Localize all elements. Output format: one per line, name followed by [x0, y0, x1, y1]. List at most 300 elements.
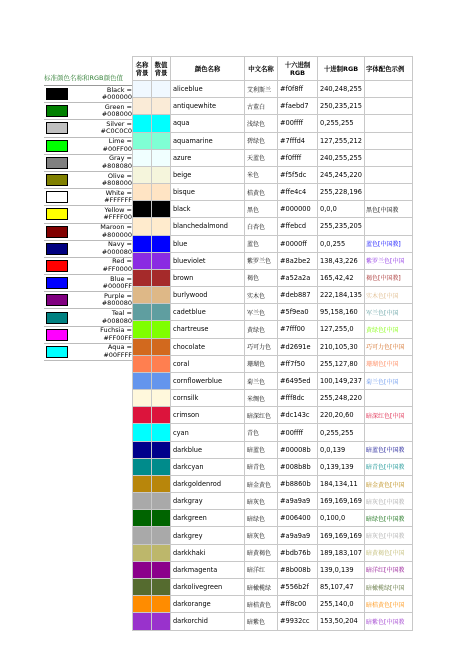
value-background-swatch [152, 269, 171, 286]
legend-color-swatch [46, 243, 68, 255]
hex-rgb-cell: #a9a9a9 [278, 527, 318, 544]
value-background-swatch [152, 458, 171, 475]
chinese-name-cell: 暗桔黄色 [245, 596, 278, 613]
table-body [133, 81, 413, 631]
name-background-swatch [133, 287, 152, 304]
font-sample-cell [365, 424, 413, 441]
legend-label [68, 293, 134, 308]
font-sample-cell: 褐色[中国教] [365, 269, 413, 286]
table-row [133, 613, 413, 630]
legend-label [68, 121, 134, 136]
chinese-name-cell: 实木色 [245, 287, 278, 304]
font-sample-cell: 暗绿色[中国教 [365, 510, 413, 527]
legend-color-name: Olive = [107, 171, 132, 180]
table-row [133, 149, 413, 166]
value-background-swatch [152, 166, 171, 183]
chinese-name-cell: 黄绿色 [245, 321, 278, 338]
color-name-cell: black [171, 201, 245, 218]
legend-color-swatch [46, 157, 68, 169]
table-row [133, 218, 413, 235]
legend-color-hex: #FFFFFF [104, 196, 132, 205]
legend-item [44, 344, 134, 361]
legend-color-swatch [46, 312, 68, 324]
decimal-rgb-cell: 0,0,139 [318, 441, 365, 458]
legend-item [44, 172, 134, 189]
table-row [133, 115, 413, 132]
name-background-swatch [133, 321, 152, 338]
legend-color-hex: #008000 [101, 110, 132, 119]
hex-rgb-cell: #ffebcd [278, 218, 318, 235]
legend-color-hex: #FFFF00 [103, 213, 132, 222]
name-background-swatch [133, 544, 152, 561]
table-row [133, 166, 413, 183]
color-name-cell: darkgray [171, 493, 245, 510]
value-background-swatch [152, 527, 171, 544]
color-name-cell: aliceblue [171, 81, 245, 98]
decimal-rgb-cell: 100,149,237 [318, 372, 365, 389]
name-background-swatch [133, 166, 152, 183]
table-row [133, 390, 413, 407]
value-background-swatch [152, 355, 171, 372]
hex-rgb-cell: #6495ed [278, 372, 318, 389]
value-background-swatch [152, 304, 171, 321]
value-background-swatch [152, 493, 171, 510]
value-background-swatch [152, 407, 171, 424]
header-name-bg: 名称背景 [133, 57, 152, 81]
color-name-cell: blue [171, 235, 245, 252]
name-background-swatch [133, 201, 152, 218]
chinese-name-cell: 紫罗兰色 [245, 252, 278, 269]
chinese-name-cell: 暗橄榄绿 [245, 578, 278, 595]
hex-rgb-cell: #fff8dc [278, 390, 318, 407]
legend-label [68, 190, 134, 205]
table-row [133, 441, 413, 458]
color-name-cell: darkgoldenrod [171, 475, 245, 492]
legend-label [68, 155, 134, 170]
legend-label [68, 104, 134, 119]
hex-rgb-cell: #f0f8ff [278, 81, 318, 98]
legend-label [68, 241, 134, 256]
name-background-swatch [133, 252, 152, 269]
font-sample-cell: 暗桔黄色[中国 [365, 596, 413, 613]
legend-color-hex: #000080 [101, 247, 132, 256]
font-sample-cell: 暗深红色[中国 [365, 407, 413, 424]
legend-color-name: White = [105, 188, 132, 197]
color-table-container [132, 56, 413, 631]
decimal-rgb-cell: 255,228,196 [318, 184, 365, 201]
chinese-name-cell: 青色 [245, 424, 278, 441]
name-background-swatch [133, 132, 152, 149]
color-name-cell: burlywood [171, 287, 245, 304]
color-name-cell: antiquewhite [171, 98, 245, 115]
decimal-rgb-cell: 127,255,0 [318, 321, 365, 338]
table-row [133, 184, 413, 201]
table-row [133, 201, 413, 218]
chinese-name-cell: 古董白 [245, 98, 278, 115]
legend-color-swatch [46, 208, 68, 220]
legend-label [68, 310, 134, 325]
header-color-name: 颜色名称 [171, 57, 245, 81]
legend-color-swatch [46, 88, 68, 100]
table-row [133, 252, 413, 269]
color-name-cell: darkblue [171, 441, 245, 458]
legend-color-hex: #FF0000 [102, 264, 132, 273]
decimal-rgb-cell: 255,127,80 [318, 355, 365, 372]
legend-color-hex: #800000 [101, 230, 132, 239]
legend-color-hex: #FF00FF [103, 333, 132, 342]
name-background-swatch [133, 355, 152, 372]
name-background-swatch [133, 424, 152, 441]
name-background-swatch [133, 493, 152, 510]
table-row [133, 355, 413, 372]
legend-color-swatch [46, 329, 68, 341]
color-name-cell: cornflowerblue [171, 372, 245, 389]
table-row [133, 596, 413, 613]
value-background-swatch [152, 510, 171, 527]
chinese-name-cell: 珊瑚色 [245, 355, 278, 372]
font-sample-cell: 暗橄榄绿[中国 [365, 578, 413, 595]
color-name-cell: darkolivegreen [171, 578, 245, 595]
font-sample-cell [365, 81, 413, 98]
table-row [133, 475, 413, 492]
decimal-rgb-cell: 0,100,0 [318, 510, 365, 527]
name-background-swatch [133, 269, 152, 286]
color-name-cell: beige [171, 166, 245, 183]
value-background-swatch [152, 287, 171, 304]
legend-color-name: Teal = [111, 309, 132, 318]
legend-item [44, 224, 134, 241]
value-background-swatch [152, 81, 171, 98]
color-name-cell: darkgreen [171, 510, 245, 527]
chinese-name-cell: 巧可力色 [245, 338, 278, 355]
decimal-rgb-cell: 127,255,212 [318, 132, 365, 149]
decimal-rgb-cell: 0,0,0 [318, 201, 365, 218]
hex-rgb-cell: #ff7f50 [278, 355, 318, 372]
name-background-swatch [133, 578, 152, 595]
name-background-swatch [133, 613, 152, 630]
font-sample-cell: 菊兰色[中国 [365, 372, 413, 389]
decimal-rgb-cell: 240,248,255 [318, 81, 365, 98]
color-legend-panel [44, 71, 134, 361]
chinese-name-cell: 军兰色 [245, 304, 278, 321]
legend-color-swatch [46, 140, 68, 152]
font-sample-cell: 暗黄褐色[中国 [365, 544, 413, 561]
hex-rgb-cell: #8a2be2 [278, 252, 318, 269]
legend-color-name: Navy = [107, 240, 132, 249]
font-sample-cell: 暗紫色[中国教 [365, 613, 413, 630]
legend-color-hex: #C0C0C0 [100, 127, 132, 136]
color-name-cell: darkkhaki [171, 544, 245, 561]
name-background-swatch [133, 304, 152, 321]
legend-label [68, 344, 134, 359]
chinese-name-cell: 暗金黄色 [245, 475, 278, 492]
hex-rgb-cell: #ff8c00 [278, 596, 318, 613]
name-background-swatch [133, 458, 152, 475]
name-background-swatch [133, 149, 152, 166]
legend-title: 标准颜色名称和RGB颜色值 [44, 74, 124, 82]
decimal-rgb-cell: 0,255,255 [318, 424, 365, 441]
legend-color-name: Fuchsia = [100, 326, 132, 335]
table-row [133, 304, 413, 321]
chinese-name-cell: 暗深红色 [245, 407, 278, 424]
legend-label [68, 173, 134, 188]
decimal-rgb-cell: 222,184,135 [318, 287, 365, 304]
value-background-swatch [152, 613, 171, 630]
hex-rgb-cell: #b8860b [278, 475, 318, 492]
value-background-swatch [152, 372, 171, 389]
font-sample-cell: 紫罗兰色[中国 [365, 252, 413, 269]
legend-label [68, 258, 134, 273]
legend-color-name: Black = [106, 85, 132, 94]
color-name-cell: blueviolet [171, 252, 245, 269]
color-name-cell: chocolate [171, 338, 245, 355]
hex-rgb-cell: #a52a2a [278, 269, 318, 286]
legend-item [44, 309, 134, 326]
legend-color-name: Yellow = [104, 205, 132, 214]
color-name-cell: cyan [171, 424, 245, 441]
legend-color-name: Maroon = [100, 223, 132, 232]
legend-list [44, 85, 134, 361]
color-name-cell: bisque [171, 184, 245, 201]
value-background-swatch [152, 321, 171, 338]
name-background-swatch [133, 596, 152, 613]
legend-color-name: Lime = [108, 137, 132, 146]
hex-rgb-cell: #f0ffff [278, 149, 318, 166]
legend-color-hex: #000000 [101, 93, 132, 102]
decimal-rgb-cell: 250,235,215 [318, 98, 365, 115]
chinese-name-cell: 暗青色 [245, 458, 278, 475]
legend-item [44, 275, 134, 292]
header-hex-rgb: 十六进制RGB [278, 57, 318, 81]
table-row [133, 287, 413, 304]
color-name-cell: crimson [171, 407, 245, 424]
legend-label [68, 276, 134, 291]
legend-color-swatch [46, 277, 68, 289]
value-background-swatch [152, 441, 171, 458]
value-background-swatch [152, 98, 171, 115]
chinese-name-cell: 暗紫色 [245, 613, 278, 630]
font-sample-cell: 暗灰色[中国教 [365, 527, 413, 544]
value-background-swatch [152, 561, 171, 578]
table-row [133, 407, 413, 424]
hex-rgb-cell: #deb887 [278, 287, 318, 304]
font-sample-cell: 珊瑚色[中国 [365, 355, 413, 372]
decimal-rgb-cell: 0,0,255 [318, 235, 365, 252]
table-row [133, 527, 413, 544]
chinese-name-cell: 艾利斯兰 [245, 81, 278, 98]
value-background-swatch [152, 218, 171, 235]
legend-color-name: Aqua = [107, 343, 132, 352]
decimal-rgb-cell: 138,43,226 [318, 252, 365, 269]
hex-rgb-cell: #556b2f [278, 578, 318, 595]
font-sample-cell: 蓝色[中国教] [365, 235, 413, 252]
name-background-swatch [133, 218, 152, 235]
hex-rgb-cell: #008b8b [278, 458, 318, 475]
hex-rgb-cell: #00008b [278, 441, 318, 458]
hex-rgb-cell: #00ffff [278, 424, 318, 441]
hex-rgb-cell: #000000 [278, 201, 318, 218]
legend-label [68, 224, 134, 239]
chinese-name-cell: 浅绿色 [245, 115, 278, 132]
chinese-name-cell: 暗黄褐色 [245, 544, 278, 561]
table-row [133, 458, 413, 475]
font-sample-cell [365, 218, 413, 235]
legend-color-hex: #808000 [101, 179, 132, 188]
legend-item [44, 241, 134, 258]
font-sample-cell: 实木色[中国 [365, 287, 413, 304]
table-row [133, 338, 413, 355]
header-value-bg: 数值背景 [152, 57, 171, 81]
name-background-swatch [133, 184, 152, 201]
hex-rgb-cell: #dc143c [278, 407, 318, 424]
decimal-rgb-cell: 169,169,169 [318, 493, 365, 510]
table-row [133, 424, 413, 441]
legend-color-swatch [46, 122, 68, 134]
name-background-swatch [133, 475, 152, 492]
name-background-swatch [133, 338, 152, 355]
legend-color-swatch [46, 105, 68, 117]
decimal-rgb-cell: 184,134,11 [318, 475, 365, 492]
decimal-rgb-cell: 169,169,169 [318, 527, 365, 544]
table-row [133, 510, 413, 527]
value-background-swatch [152, 390, 171, 407]
color-name-cell: darkorchid [171, 613, 245, 630]
table-row [133, 132, 413, 149]
name-background-swatch [133, 98, 152, 115]
value-background-swatch [152, 132, 171, 149]
color-name-cell: aqua [171, 115, 245, 132]
decimal-rgb-cell: 255,248,220 [318, 390, 365, 407]
font-sample-cell [365, 98, 413, 115]
font-sample-cell [365, 184, 413, 201]
decimal-rgb-cell: 153,50,204 [318, 613, 365, 630]
color-name-cell: darkcyan [171, 458, 245, 475]
name-background-swatch [133, 372, 152, 389]
legend-item [44, 292, 134, 309]
font-sample-cell: 暗金黄色[中国 [365, 475, 413, 492]
value-background-swatch [152, 115, 171, 132]
name-background-swatch [133, 81, 152, 98]
value-background-swatch [152, 578, 171, 595]
header-chinese-name: 中文名称 [245, 57, 278, 81]
legend-color-name: Red = [112, 257, 132, 266]
hex-rgb-cell: #00ffff [278, 115, 318, 132]
chinese-name-cell: 暗灰色 [245, 527, 278, 544]
decimal-rgb-cell: 139,0,139 [318, 561, 365, 578]
chinese-name-cell: 碧绿色 [245, 132, 278, 149]
color-name-cell: darkgrey [171, 527, 245, 544]
value-background-swatch [152, 201, 171, 218]
legend-item [44, 138, 134, 155]
hex-rgb-cell: #faebd7 [278, 98, 318, 115]
legend-color-swatch [46, 191, 68, 203]
hex-rgb-cell: #bdb76b [278, 544, 318, 561]
chinese-name-cell: 米绸色 [245, 390, 278, 407]
legend-label [68, 138, 134, 153]
table-row [133, 578, 413, 595]
legend-color-swatch [46, 174, 68, 186]
hex-rgb-cell: #a9a9a9 [278, 493, 318, 510]
legend-item [44, 189, 134, 206]
color-name-cell: aquamarine [171, 132, 245, 149]
font-sample-cell [365, 166, 413, 183]
legend-label [68, 207, 134, 222]
legend-color-swatch [46, 294, 68, 306]
table-row [133, 81, 413, 98]
font-sample-cell: 黑色[中国教 [365, 201, 413, 218]
header-font-sample: 字体配色示例 [365, 57, 413, 81]
table-row [133, 561, 413, 578]
color-name-cell: chartreuse [171, 321, 245, 338]
chinese-name-cell: 褐色 [245, 269, 278, 286]
table-row [133, 372, 413, 389]
table-row [133, 98, 413, 115]
color-name-cell: azure [171, 149, 245, 166]
decimal-rgb-cell: 0,139,139 [318, 458, 365, 475]
decimal-rgb-cell: 210,105,30 [318, 338, 365, 355]
hex-rgb-cell: #8b008b [278, 561, 318, 578]
hex-rgb-cell: #0000ff [278, 235, 318, 252]
value-background-swatch [152, 252, 171, 269]
chinese-name-cell: 暗灰色 [245, 493, 278, 510]
legend-color-hex: #00FF00 [102, 144, 132, 153]
hex-rgb-cell: #d2691e [278, 338, 318, 355]
legend-color-swatch [46, 226, 68, 238]
value-background-swatch [152, 596, 171, 613]
decimal-rgb-cell: 240,255,255 [318, 149, 365, 166]
legend-color-hex: #808080 [101, 161, 132, 170]
color-name-cell: darkorange [171, 596, 245, 613]
color-table [132, 56, 413, 631]
header-decimal-rgb: 十进制RGB [318, 57, 365, 81]
legend-item [44, 155, 134, 172]
color-name-cell: cadetblue [171, 304, 245, 321]
hex-rgb-cell: #7fff00 [278, 321, 318, 338]
legend-color-name: Silver = [106, 119, 132, 128]
hex-rgb-cell: #7fffd4 [278, 132, 318, 149]
value-background-swatch [152, 149, 171, 166]
color-name-cell: blanchedalmond [171, 218, 245, 235]
legend-color-hex: #800080 [101, 299, 132, 308]
legend-label [68, 87, 134, 102]
legend-item [44, 206, 134, 223]
font-sample-cell [365, 149, 413, 166]
font-sample-cell: 暗蓝色[中国教 [365, 441, 413, 458]
hex-rgb-cell: #006400 [278, 510, 318, 527]
legend-color-hex: #0000FF [102, 282, 132, 291]
legend-item [44, 120, 134, 137]
chinese-name-cell: 黑色 [245, 201, 278, 218]
name-background-swatch [133, 235, 152, 252]
color-name-cell: cornsilk [171, 390, 245, 407]
decimal-rgb-cell: 255,235,205 [318, 218, 365, 235]
decimal-rgb-cell: 255,140,0 [318, 596, 365, 613]
hex-rgb-cell: #ffe4c4 [278, 184, 318, 201]
font-sample-cell: 暗灰色[中国教 [365, 493, 413, 510]
legend-color-name: Blue = [110, 274, 132, 283]
chinese-name-cell: 蓝色 [245, 235, 278, 252]
legend-item [44, 327, 134, 344]
chinese-name-cell: 暗绿色 [245, 510, 278, 527]
font-sample-cell: 暗洋红[中国教 [365, 561, 413, 578]
legend-color-name: Gray = [108, 154, 132, 163]
name-background-swatch [133, 561, 152, 578]
chinese-name-cell: 菊兰色 [245, 372, 278, 389]
chinese-name-cell: 桔黄色 [245, 184, 278, 201]
legend-item [44, 86, 134, 103]
decimal-rgb-cell: 85,107,47 [318, 578, 365, 595]
legend-color-swatch [46, 260, 68, 272]
